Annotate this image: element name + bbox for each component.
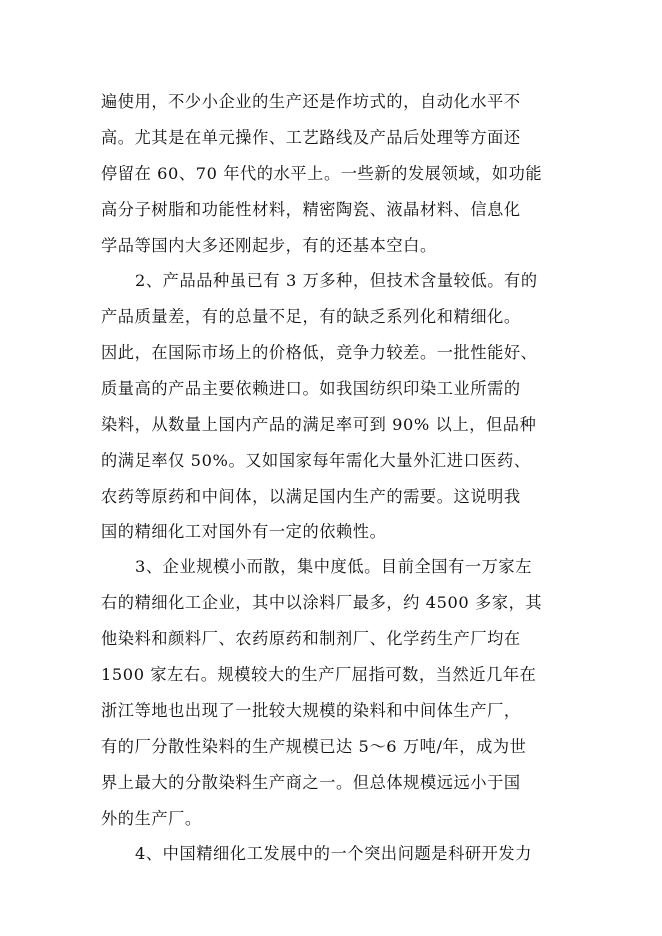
text-line: 染料，从数量上国内产品的满足率可到 90% 以上，但品种 <box>101 415 537 434</box>
text-line: 界上最大的分散染料生产商之一。但总体规模远远小于国 <box>101 773 521 792</box>
paragraph-2-start: 2、产品品种虽已有 3 万多种，但技术含量较低。有的 <box>135 271 538 290</box>
text-line: 质量高的产品主要依赖进口。如我国纺织印染工业所需的 <box>101 379 521 398</box>
text-line: 学品等国内大多还刚起步，有的还基本空白。 <box>101 236 437 255</box>
text-line: 右的精细化工企业，其中以涂料厂最多，约 4500 多家，其 <box>101 593 543 612</box>
text-line: 外的生产厂。 <box>101 809 202 828</box>
text-line: 农药等原药和中间体，以满足国内生产的需要。这说明我 <box>101 487 521 506</box>
text-line: 因此，在国际市场上的价格低，竞争力较差。一批性能好、 <box>101 343 538 362</box>
text-line: 浙江等地也出现了一批较大规模的染料和中间体生产厂， <box>101 701 521 720</box>
text-line: 国的精细化工对国外有一定的依赖性。 <box>101 522 387 541</box>
text-line: 停留在 60、70 年代的水平上。一些新的发展领域，如功能 <box>101 164 543 183</box>
text-line: 高分子树脂和功能性材料，精密陶瓷、液晶材料、信息化 <box>101 200 521 219</box>
text-line: 产品质量差，有的总量不足，有的缺乏系列化和精细化。 <box>101 307 521 326</box>
paragraph-4-start: 4、中国精细化工发展中的一个突出问题是科研开发力 <box>135 844 533 863</box>
paragraph-3-start: 3、企业规模小而散，集中度低。目前全国有一万家左 <box>135 557 533 576</box>
text-line: 有的厂分散性染料的生产规模已达 5～6 万吨/年，成为世 <box>101 737 527 756</box>
text-line: 遍使用，不少小企业的生产还是作坊式的，自动化水平不 <box>101 92 521 111</box>
text-line: 他染料和颜料厂、农药原药和制剂厂、化学药生产厂均在 <box>101 629 521 648</box>
text-line: 的满足率仅 50%。又如国家每年需化大量外汇进口医药、 <box>101 451 531 470</box>
text-line: 1500 家左右。规模较大的生产厂屈指可数，当然近几年在 <box>101 665 537 684</box>
text-line: 高。尤其是在单元操作、工艺路线及产品后处理等方面还 <box>101 128 521 147</box>
